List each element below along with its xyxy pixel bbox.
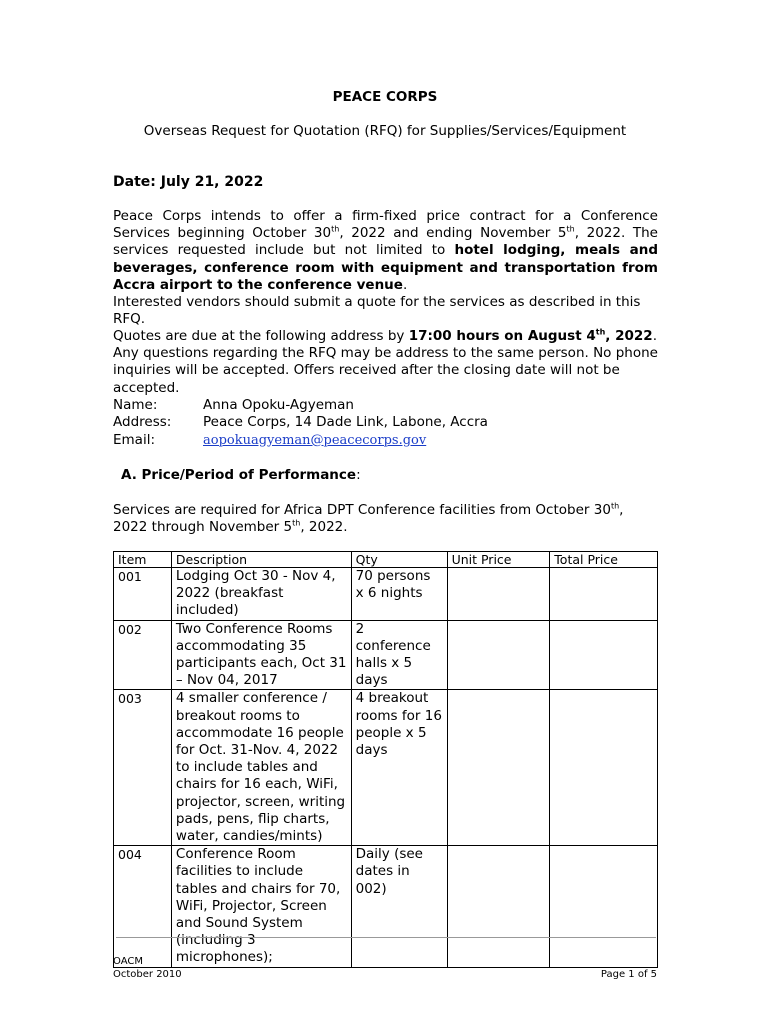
intro-text: , 2022. The services requested include but not limited to [113, 225, 658, 259]
table-row [114, 620, 658, 690]
cell-qty: 4 breakout rooms for 16 people x 5 days [351, 690, 447, 846]
document-subtitle: Overseas Request for Quotation (RFQ) for Supplies/Services/Equipment [143, 123, 627, 139]
date-line: Date: July 21, 2022 [113, 174, 264, 190]
section-a-colon: : [356, 467, 361, 483]
section-a-text: , 2022 through November 5 [113, 502, 624, 536]
contact-address-row [113, 414, 488, 431]
deadline-text: . [652, 328, 657, 344]
deadline-bold: , 2022 [605, 328, 653, 344]
services-bold-text: hotel lodging, meals and beverages, conference room with equipment and transportation from Accra airport to the conference venue [113, 242, 658, 293]
contact-name-label: Name: [113, 397, 158, 413]
cell-unit-price [447, 620, 550, 690]
footer-org: OACM [113, 956, 143, 967]
table-header-row [114, 552, 658, 568]
document-title: PEACE CORPS [332, 89, 438, 105]
intro-text: Peace Corps intends to offer a firm-fixed price contract for a Conference Services beginning October 30 [113, 208, 658, 242]
contact-email-row [113, 432, 488, 449]
cell-item: 002 [114, 620, 172, 690]
header-total-price: Total Price [550, 552, 658, 568]
intro-paragraph [113, 208, 658, 294]
cell-description: 4 smaller conference / breakout rooms to accommodate 16 people for Oct. 31-Nov. 4, 2022 to include tables and chairs for 16 each, WiFi, projector, screen, writing pads, pens, flip charts, water, candies/mints) [171, 690, 351, 846]
section-a-title: A. Price/Period of Performance [121, 467, 357, 483]
superscript: th [292, 518, 301, 528]
superscript: th [610, 501, 620, 511]
superscript: th [331, 224, 340, 234]
cell-qty: 70 persons x 6 nights [351, 568, 447, 621]
footer-left [113, 955, 182, 981]
footer-divider [116, 937, 656, 938]
contact-block [113, 397, 488, 449]
questions-text: Any questions regarding the RFQ may be address to the same person. No phone inquiries will be accepted. Offers received after the closing date will not be accepted. [113, 345, 658, 396]
cell-total-price [550, 690, 658, 846]
contact-address-label: Address: [113, 414, 172, 431]
table-row [114, 846, 658, 967]
deadline-bold: 17:00 hours on August 4 [408, 328, 596, 344]
table-row [114, 568, 658, 621]
table-row [114, 690, 658, 846]
price-table [113, 551, 658, 968]
cell-item: 001 [114, 568, 172, 621]
cell-description: Lodging Oct 30 - Nov 4, 2022 (breakfast included) [171, 568, 351, 621]
cell-unit-price [447, 568, 550, 621]
deadline-paragraph [113, 328, 658, 397]
section-a-text: , 2022. [300, 519, 348, 536]
cell-qty: Daily (see dates in 002) [351, 846, 447, 967]
cell-unit-price [447, 846, 550, 967]
header-qty: Qty [351, 552, 447, 568]
header-item: Item [114, 552, 172, 568]
contact-name-value: Anna Opoku-Agyeman [203, 397, 354, 413]
contact-email-link[interactable]: aopokuagyeman@peacecorps.gov [203, 432, 427, 448]
cell-description: Conference Room facilities to include tables and chairs for 70, WiFi, Projector, Screen and Sound System (including 3 microphones); [171, 846, 351, 967]
deadline-text: Quotes are due at the following address by [113, 328, 409, 344]
section-a-text: Services are required for Africa DPT Conference facilities from October 30 [113, 502, 611, 518]
cell-total-price [550, 846, 658, 967]
header-description: Description [171, 552, 351, 568]
cell-total-price [550, 568, 658, 621]
vendors-paragraph: Interested vendors should submit a quote for the services as described in this RFQ. [113, 294, 641, 328]
cell-unit-price [447, 690, 550, 846]
cell-item: 004 [114, 846, 172, 967]
contact-name-row [113, 397, 488, 414]
cell-total-price [550, 620, 658, 690]
cell-item: 003 [114, 690, 172, 846]
footer-date: October 2010 [113, 969, 182, 980]
contact-email-label: Email: [113, 431, 156, 448]
section-a-paragraph [113, 502, 658, 536]
superscript: th [566, 224, 575, 234]
header-unit-price: Unit Price [447, 552, 550, 568]
contact-address-value: Peace Corps, 14 Dade Link, Labone, Accra [203, 414, 488, 431]
cell-qty: 2 conference halls x 5 days [351, 620, 447, 690]
superscript: th [595, 327, 606, 337]
cell-description: Two Conference Rooms accommodating 35 participants each, Oct 31 – Nov 04, 2017 [171, 620, 351, 690]
intro-text: , 2022 and ending November 5 [339, 225, 567, 242]
footer-page-number: Page 1 of 5 [600, 969, 657, 980]
section-a-heading [121, 467, 361, 483]
intro-text: . [402, 276, 408, 293]
